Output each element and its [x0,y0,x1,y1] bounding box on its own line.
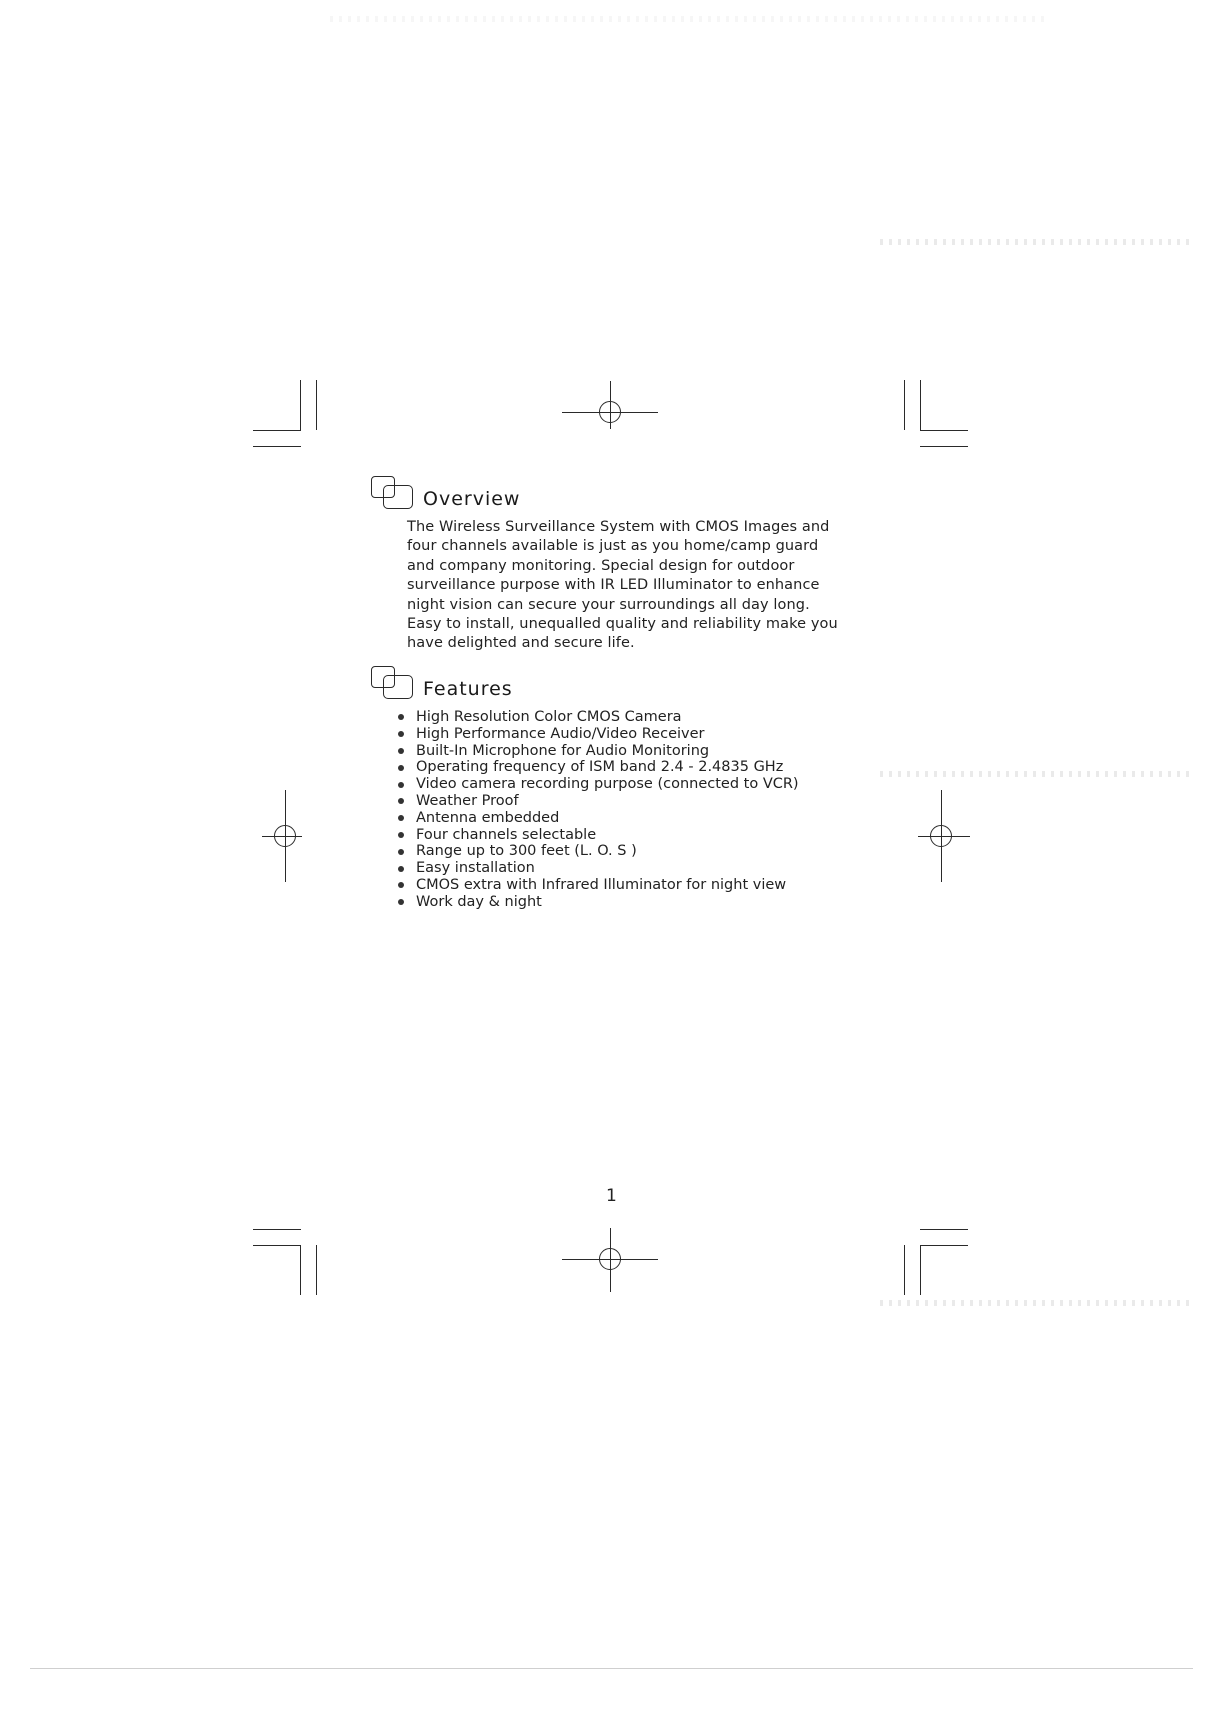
features-title: Features [423,678,513,700]
feature-item [398,709,868,726]
overview-line: surveillance purpose with IR LED Illuminator to enhance [407,577,820,594]
feature-item [398,810,868,827]
overview-paragraph [407,518,867,654]
crop-mark [920,1245,968,1246]
crop-mark [920,430,968,431]
feature-item [398,877,868,894]
feature-text: CMOS extra with Infrared Illuminator for night view [416,876,787,893]
registration-circle [599,401,621,423]
feature-text: Video camera recording purpose (connected to VCR) [416,776,799,793]
overview-line: Easy to install, unequalled quality and reliability make you [407,616,838,633]
bullet-icon [398,815,404,821]
crop-mark [316,1245,317,1295]
feature-text: High Resolution Color CMOS Camera [416,709,682,725]
feature-text: Range up to 300 feet (L. O. S ) [416,843,637,860]
section-icon [371,666,417,702]
scan-artifact [880,1300,1190,1306]
bullet-icon [398,765,404,771]
scan-edge-line [30,1668,1193,1669]
overview-line: night vision can secure your surroundings all day long. [407,596,810,613]
crop-mark [920,1245,921,1295]
overview-line: and company monitoring. Special design for outdoor [407,557,795,574]
feature-text: Work day & night [416,893,542,910]
feature-text: Operating frequency of ISM band 2.4 - 2.4835 GHz [416,759,784,776]
crop-mark [904,1245,905,1295]
crop-mark [920,446,968,447]
page-number: 1 [606,1186,617,1206]
feature-item [398,843,868,860]
feature-text: Easy installation [416,860,535,877]
crop-mark [253,1245,301,1246]
bullet-icon [398,782,404,788]
bullet-icon [398,832,404,838]
overview-line: have delighted and secure life. [407,635,635,652]
feature-item [398,793,868,810]
bullet-icon [398,798,404,804]
crop-mark [253,1229,301,1230]
feature-text: High Performance Audio/Video Receiver [416,725,705,742]
features-list [398,709,868,911]
feature-item [398,743,868,760]
feature-text: Weather Proof [416,792,519,809]
overview-heading [371,476,520,512]
registration-circle [274,825,296,847]
bullet-icon [398,882,404,888]
crop-mark [253,446,301,447]
bullet-icon [398,748,404,754]
feature-item [398,759,868,776]
bullet-icon [398,866,404,872]
bullet-icon [398,714,404,720]
registration-circle [599,1248,621,1270]
feature-item [398,860,868,877]
feature-item [398,776,868,793]
scan-artifact [880,771,1190,777]
feature-item [398,726,868,743]
scan-artifact [330,16,1050,22]
feature-item [398,827,868,844]
bullet-icon [398,731,404,737]
crop-mark [300,1245,301,1295]
feature-text: Antenna embedded [416,809,560,826]
crop-mark [920,380,921,430]
crop-mark [920,1229,968,1230]
feature-item [398,894,868,911]
overview-line: four channels available is just as you home/camp guard [407,538,819,555]
crop-mark [253,430,301,431]
overview-title: Overview [423,488,521,510]
crop-mark [904,380,905,430]
feature-text: Four channels selectable [416,826,597,843]
crop-mark [300,380,301,430]
scan-artifact [880,239,1190,245]
registration-circle [930,825,952,847]
bullet-icon [398,899,404,905]
bullet-icon [398,849,404,855]
feature-text: Built-In Microphone for Audio Monitoring [416,742,710,759]
section-icon [371,476,417,512]
crop-mark [316,380,317,430]
overview-line: The Wireless Surveillance System with CMOS Images and [407,519,830,535]
features-heading [371,666,513,702]
